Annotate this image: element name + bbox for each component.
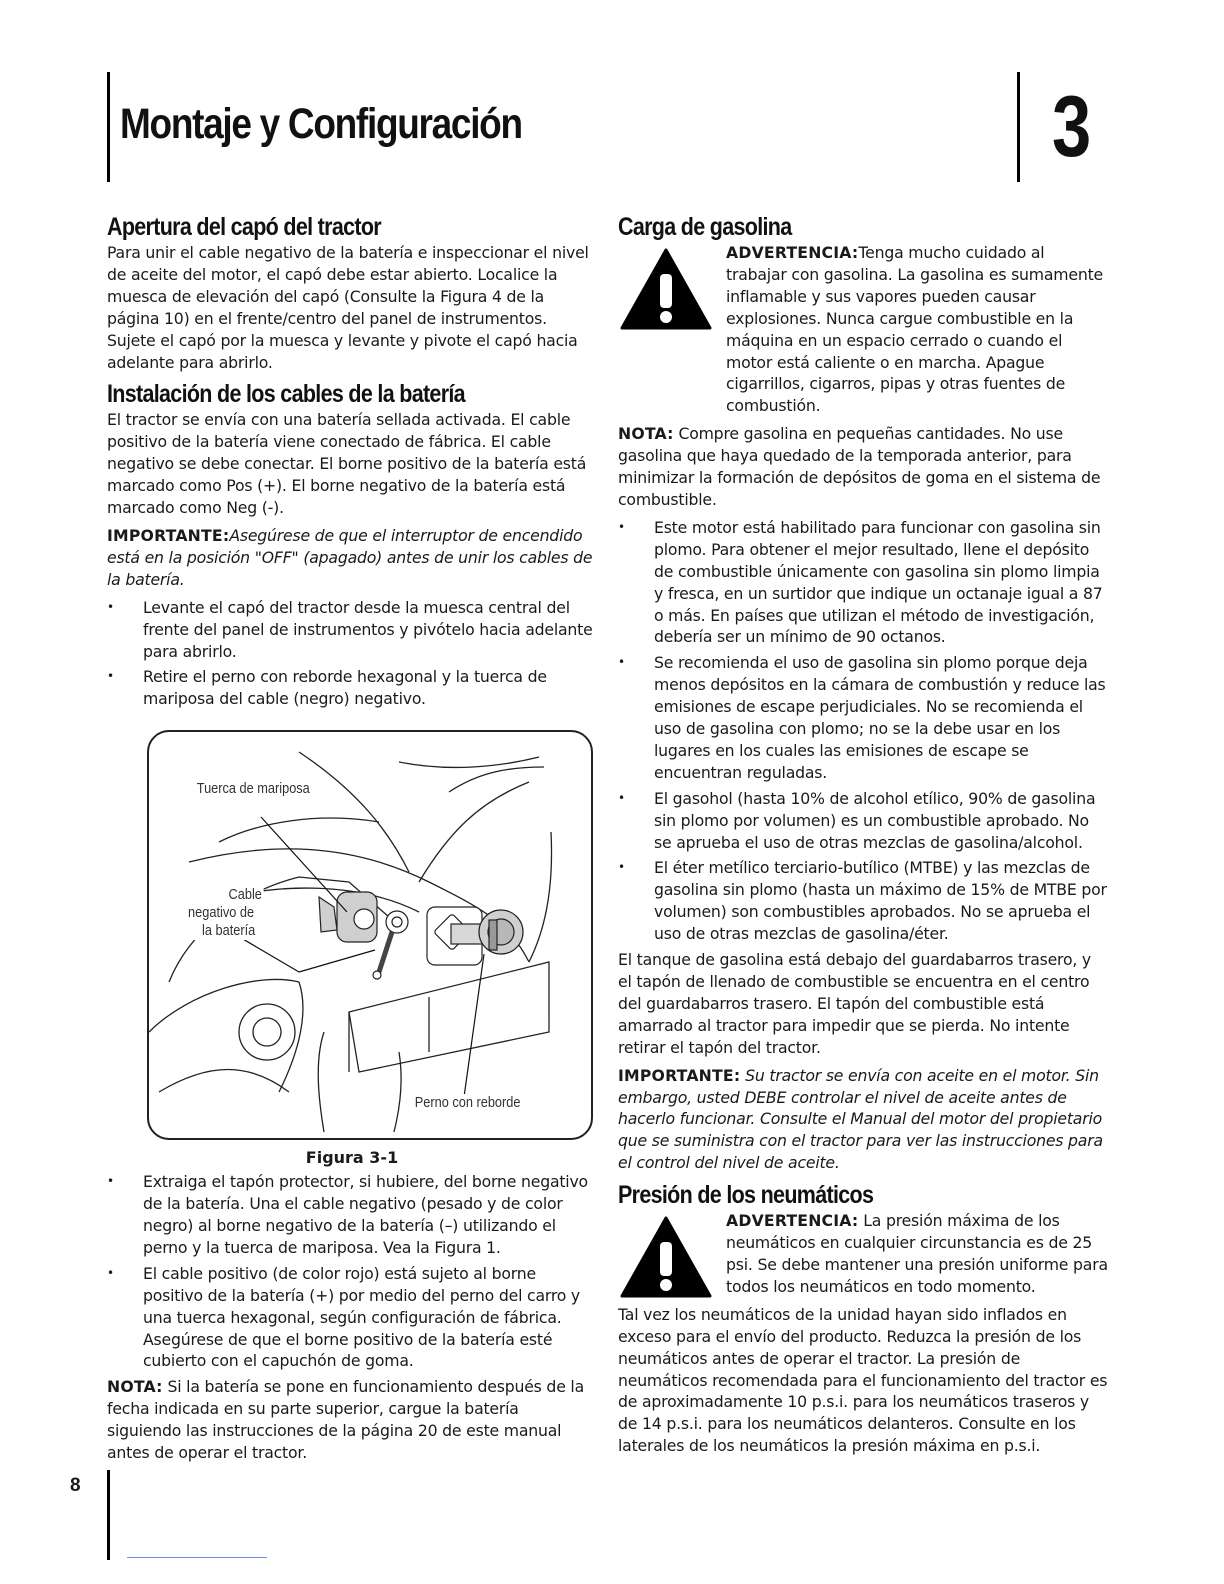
list-item: • Este motor está habilitado para funcionar con gasolina sin plomo. Para obtener el mejor resultado, llene el depósito de combustible únicamente con gasolina sin plomo limpia y fresca, en un surtidor que indique un octanaje igual a 87 o más. En países que utilizan el método de investigación, debería ser un mínimo de 90 octanos. bbox=[618, 517, 1108, 648]
list-item: • Extraiga el tapón protector, si hubiere, del borne negativo de la batería. Una el cable negativo (pesado y de color negro) al borne negativo de la batería (–) utilizando el perno y la tuerca de mariposa. Vea la Figura 1. bbox=[107, 1171, 597, 1259]
tires-text: Tal vez los neumáticos de la unidad hayan sido inflados en exceso para el envío del producto. Reduzca la presión de los neumáticos antes de operar el tractor. La presión de neumáticos recomendada para el funcionamiento del tractor es de aproximadamente 10 p.s.i. para los neumáticos traseros y de 14 p.s.i. para los neumáticos delanteros. Consulte en los laterales de los neumáticos la presión máxima en p.s.i. bbox=[618, 1304, 1108, 1456]
list-item: • Retire el perno con reborde hexagonal y la tuerca de mariposa del cable (negro) negativo. bbox=[107, 666, 597, 710]
left-column bbox=[107, 212, 597, 1470]
hood-section bbox=[107, 212, 597, 373]
chapter-title: Montaje y Configuración bbox=[120, 100, 522, 148]
list-item: • El éter metílico terciario-butílico (MTBE) y las mezclas de gasolina sin plomo (hasta un máximo de 15% de MTBE por volumen) son combustibles aprobados. No se aprueba el uso de otras mezclas de gasolina/éter. bbox=[618, 857, 1108, 945]
fuel-tank-text: El tanque de gasolina está debajo del guardabarros trasero, y el tapón de llenado de combustible se encuentra en el centro del guardabarros trasero. El tapón del combustible está amarrado al tractor para impedir que se pierda. No intente retirar el tapón del tractor. bbox=[618, 950, 1092, 1057]
label-negative-cable-3: la batería bbox=[169, 922, 257, 940]
note-text: Si la batería se pone en funcionamiento después de la fecha indicada en su parte superior, cargue la batería siguiendo las instrucciones de la página 20 de este manual antes de operar el tractor. bbox=[107, 1377, 585, 1463]
figure-caption: Figura 3-1 bbox=[305, 1148, 399, 1168]
battery-text: El tractor se envía con una batería sellada activada. El cable positivo de la batería viene conectado de fábrica. El cable negativo se debe conectar. El borne positivo de la batería está marcado como Pos (+). El borne negativo de la batería está marcado como Neg (-). bbox=[107, 410, 587, 518]
fuel-bullets bbox=[618, 517, 1108, 945]
important-label: IMPORTANTE: bbox=[107, 525, 230, 545]
note-label: NOTA: bbox=[107, 1377, 163, 1397]
fuel-warning-text bbox=[726, 242, 1108, 417]
warning-text: La presión máxima de los neumáticos en cualquier circunstancia es de 25 psi. Se debe mantener una presión uniforme para todos los neumáticos en todo momento. bbox=[726, 1211, 1108, 1296]
tires-warning bbox=[618, 1210, 1108, 1298]
fuel-important bbox=[618, 1065, 1108, 1175]
battery-heading: Instalación de los cables de la batería bbox=[107, 380, 465, 409]
footer-rule bbox=[107, 1470, 110, 1560]
footer-link-line bbox=[127, 1557, 267, 1558]
label-wing-nut: Tuerca de mariposa bbox=[196, 781, 310, 798]
note-label: NOTA: bbox=[618, 424, 674, 444]
tires-heading: Presión de los neumáticos bbox=[618, 1181, 874, 1210]
hood-heading: Apertura del capó del tractor bbox=[107, 213, 381, 241]
warning-triangle-icon bbox=[620, 248, 712, 330]
important-text: Su tractor se envía con aceite en el motor. Sin embargo, usted DEBE controlar el nivel de aceite antes de hacerlo funcionar. Consulte el Manual del motor del propietario que se suministra con el tractor para ver las instrucciones para el control del nivel de aceite. bbox=[618, 1065, 1103, 1173]
right-column bbox=[618, 212, 1108, 1463]
fuel-note bbox=[618, 423, 1108, 511]
warning-label: ADVERTENCIA: bbox=[726, 243, 859, 262]
header-rule-left bbox=[107, 72, 110, 182]
label-negative-cable-1: Cable bbox=[195, 886, 264, 904]
battery-important bbox=[107, 525, 597, 591]
fuel-warning bbox=[618, 242, 1108, 417]
warning-triangle-icon bbox=[620, 1216, 712, 1298]
list-item: • El cable positivo (de color rojo) está sujeto al borne positivo de la batería (+) por medio del perno del carro y una tuerca hexagonal, según configuración de fábrica. Asegúrese de que el borne positivo de la batería esté cubierto con el capuchón de goma. bbox=[107, 1263, 597, 1373]
important-label: IMPORTANTE: bbox=[618, 1065, 741, 1085]
battery-section bbox=[107, 379, 597, 1464]
fuel-heading: Carga de gasolina bbox=[618, 213, 792, 241]
battery-steps-2 bbox=[107, 1171, 597, 1372]
warning-text: Tenga mucho cuidado al trabajar con gasolina. La gasolina es sumamente inflamable y sus vapores pueden causar explosiones. Nunca cargue combustible en la máquina en un espacio cerrado o cuando el motor está caliente o en marcha. Apague cigarrillos, cigarros, pipas y otras fuentes de combustión. bbox=[726, 243, 1103, 416]
page-number: 8 bbox=[70, 1475, 81, 1496]
label-negative-cable-2: negativo de bbox=[159, 904, 256, 922]
hood-text: Para unir el cable negativo de la batería e inspeccionar el nivel de aceite del motor, el capó debe estar abierto. Localice la muesca de elevación del capó (Consulte la Figura 4 de la página 10) en el frente/centro del panel de instrumentos. Sujete el capó por la muesca y levante y pivote el capó hacia adelante para abrirlo. bbox=[107, 243, 589, 372]
important-text: Asegúrese de que el interruptor de encendido está en la posición "OFF" (apagado) antes de unir los cables de la batería. bbox=[107, 525, 593, 589]
tires-section bbox=[618, 1180, 1108, 1457]
warning-label: ADVERTENCIA: bbox=[726, 1211, 859, 1231]
tires-warning-text bbox=[726, 1210, 1108, 1298]
battery-note bbox=[107, 1376, 597, 1464]
list-item: • El gasohol (hasta 10% de alcohol etílico, 90% de gasolina sin plomo por volumen) es un combustible aprobado. No se aprueba el uso de otras mezclas de gasolina/alcohol. bbox=[618, 788, 1108, 854]
list-item: • Levante el capó del tractor desde la muesca central del frente del panel de instrumentos y pivótelo hacia adelante para abrirlo. bbox=[107, 597, 597, 663]
fuel-section bbox=[618, 212, 1108, 1174]
chapter-number: 3 bbox=[1052, 79, 1092, 175]
battery-steps-1 bbox=[107, 597, 597, 711]
header-rule-right bbox=[1017, 72, 1020, 182]
note-text: Compre gasolina en pequeñas cantidades. No use gasolina que haya quedado de la temporada anterior, para minimizar la formación de depósitos de goma en el sistema de combustible. bbox=[618, 424, 1101, 509]
list-item: • Se recomienda el uso de gasolina sin plomo porque deja menos depósitos en la cámara de combustión y reduce las emisiones de escape perjudiciales. No se recomienda el uso de gasolina con plomo; no se la debe usar en los lugares en los cuales las emisiones de escape se encuentran reguladas. bbox=[618, 652, 1108, 783]
label-flange-bolt: Perno con reborde bbox=[414, 1095, 521, 1112]
battery-figure bbox=[147, 730, 593, 1140]
